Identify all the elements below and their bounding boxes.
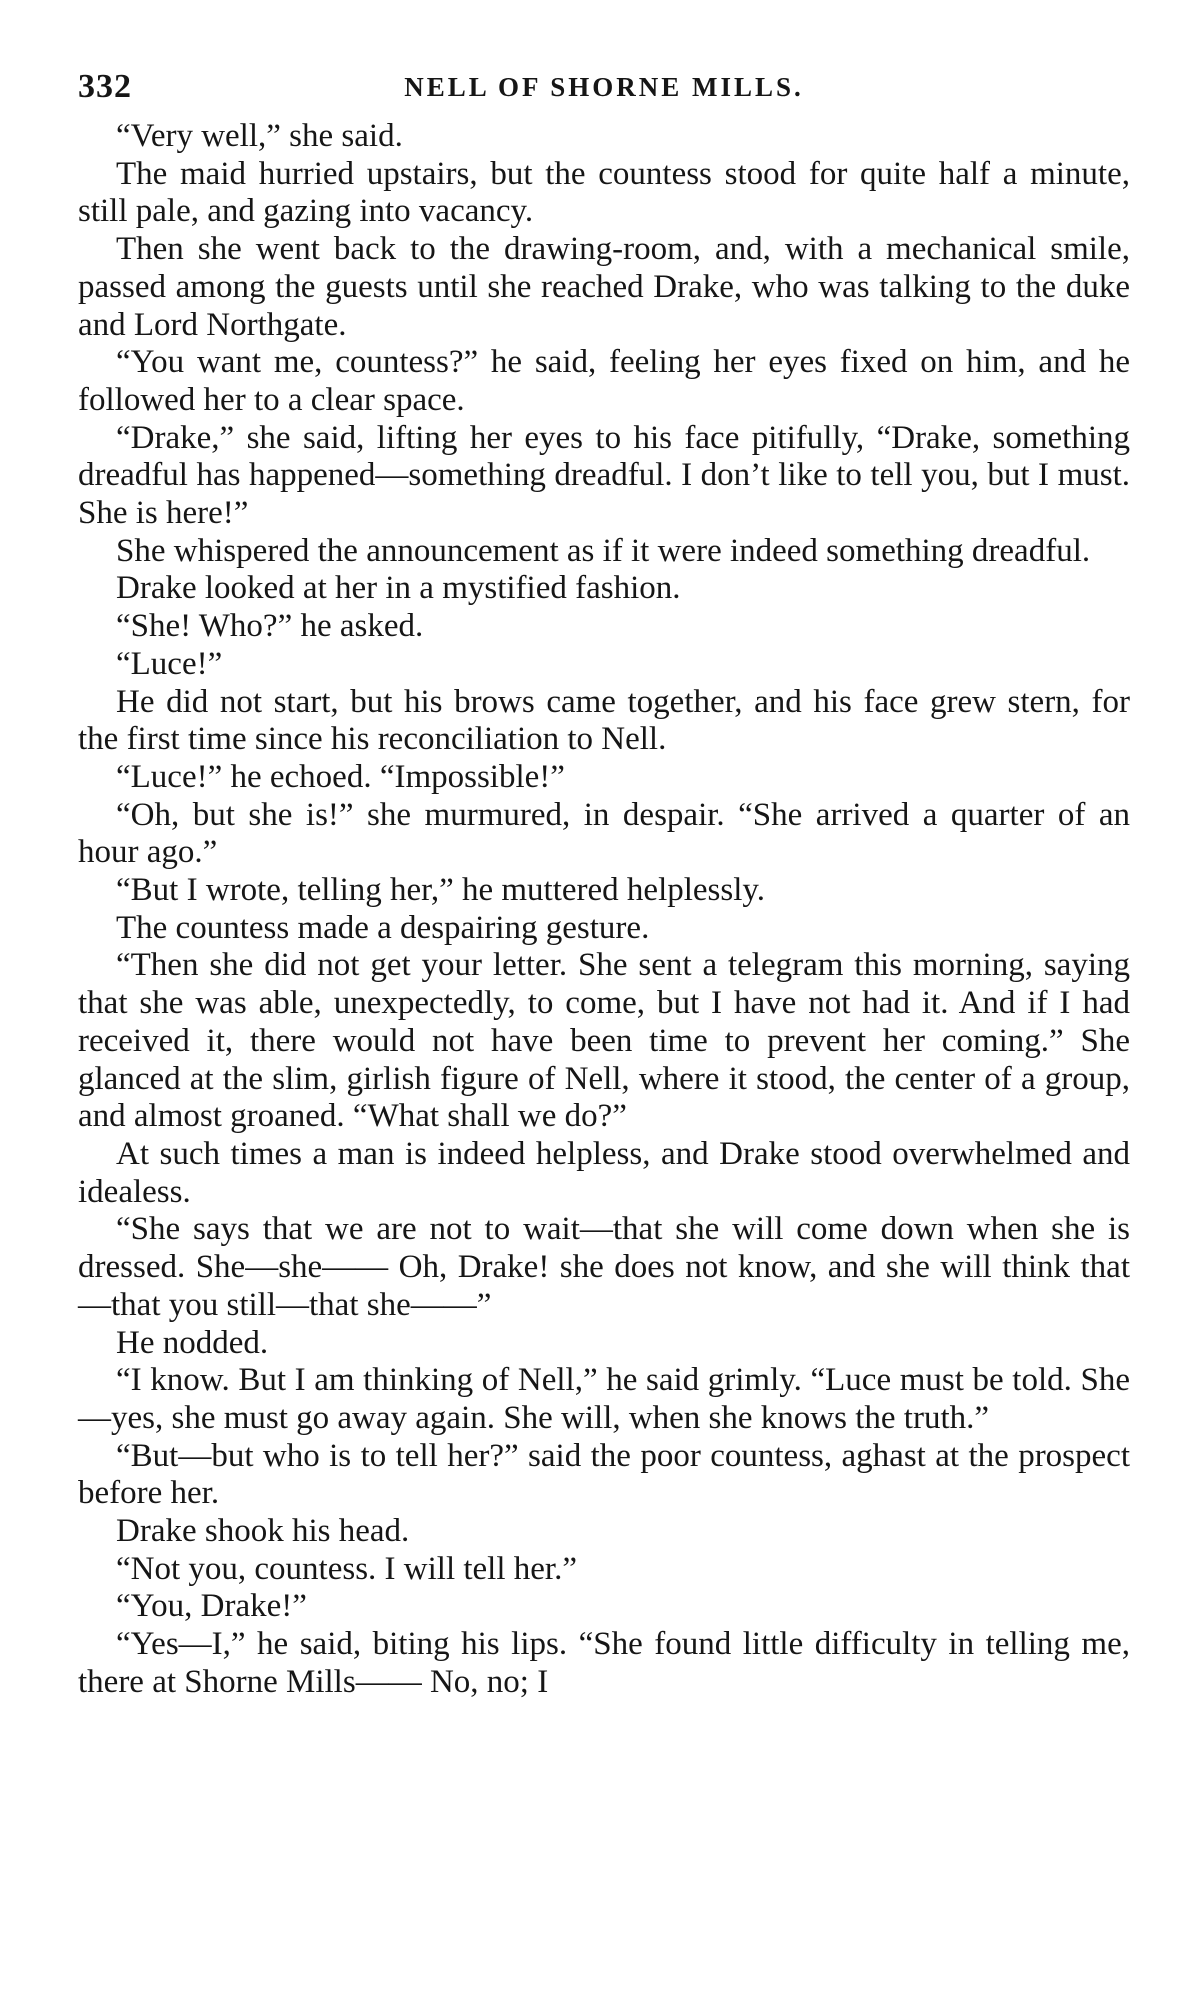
paragraph: “She says that we are not to wait—that she will come down when she is dressed. She—she—— Oh, Drake! she does not know, and she will think that—that you still—that she——” — [78, 1211, 1130, 1323]
paragraph: Drake shook his head. — [116, 1513, 410, 1550]
paragraph: He did not start, but his brows came together, and his face grew stern, for the first time since his reconciliation to Nell. — [78, 683, 1130, 758]
paragraph: She whispered the announcement as if it were indeed something dreadful. — [116, 532, 1091, 569]
page-number: 332 — [78, 68, 132, 105]
paragraph: At such times a man is indeed helpless, and Drake stood overwhelmed and idealess. — [78, 1135, 1130, 1210]
paragraph: “Then she did not get your letter. She sent a telegram this morning, saying that she was able, unexpectedly, to come, but I have not had it. And if I had received it, there would not have been time to prevent her coming.” She glanced at the slim, girlish figure of Nell, where it stood, the center of a group, and almost groaned. “What shall we do?” — [78, 947, 1130, 1135]
paragraph: “I know. But I am thinking of Nell,” he said grimly. “Luce must be told. She—yes, she must go away again. She will, when she knows the truth.” — [78, 1362, 1130, 1436]
paragraph: He nodded. — [116, 1324, 269, 1361]
paragraph: The maid hurried upstairs, but the countess stood for quite half a minute, still pale, and gazing into vacancy. — [78, 155, 1130, 230]
paragraph: “She! Who?” he asked. — [116, 608, 424, 645]
paragraph: “But I wrote, telling her,” he muttered helplessly. — [116, 872, 766, 909]
paragraph: “But—but who is to tell her?” said the poor countess, aghast at the prospect before her. — [78, 1437, 1130, 1512]
paragraph: “Very well,” she said. — [116, 118, 403, 154]
paragraph: Drake looked at her in a mystified fashion. — [116, 570, 681, 607]
paragraph: The countess made a despairing gesture. — [116, 909, 650, 946]
paragraph: “Not you, countess. I will tell her.” — [116, 1550, 577, 1587]
book-page — [78, 62, 1130, 1702]
paragraph: “Luce!” — [116, 645, 223, 682]
paragraph: “Drake,” she said, lifting her eyes to his face pitifully, “Drake, something dreadful has happened—something dreadful. I don’t like to tell you, but I must. She is here!” — [78, 419, 1130, 532]
body-text — [78, 118, 1130, 1702]
running-head: NELL OF SHORNE MILLS. — [404, 72, 804, 102]
paragraph: “You, Drake!” — [116, 1588, 307, 1625]
paragraph: “Luce!” he echoed. “Impossible!” — [116, 758, 565, 795]
paragraph: “Yes—I,” he said, biting his lips. “She found little difficulty in telling me, there at Shorne Mills—— No, no; I — [78, 1626, 1130, 1700]
paragraph: “You want me, countess?” he said, feeling her eyes fixed on him, and he followed her to a clear space. — [78, 344, 1130, 418]
paragraph: “Oh, but she is!” she murmured, in despair. “She arrived a quarter of an hour ago.” — [78, 796, 1130, 871]
page-header — [78, 62, 1130, 118]
paragraph: Then she went back to the drawing-room, and, with a mechanical smile, passed among the guests until she reached Drake, who was talking to the duke and Lord Northgate. — [78, 231, 1130, 343]
